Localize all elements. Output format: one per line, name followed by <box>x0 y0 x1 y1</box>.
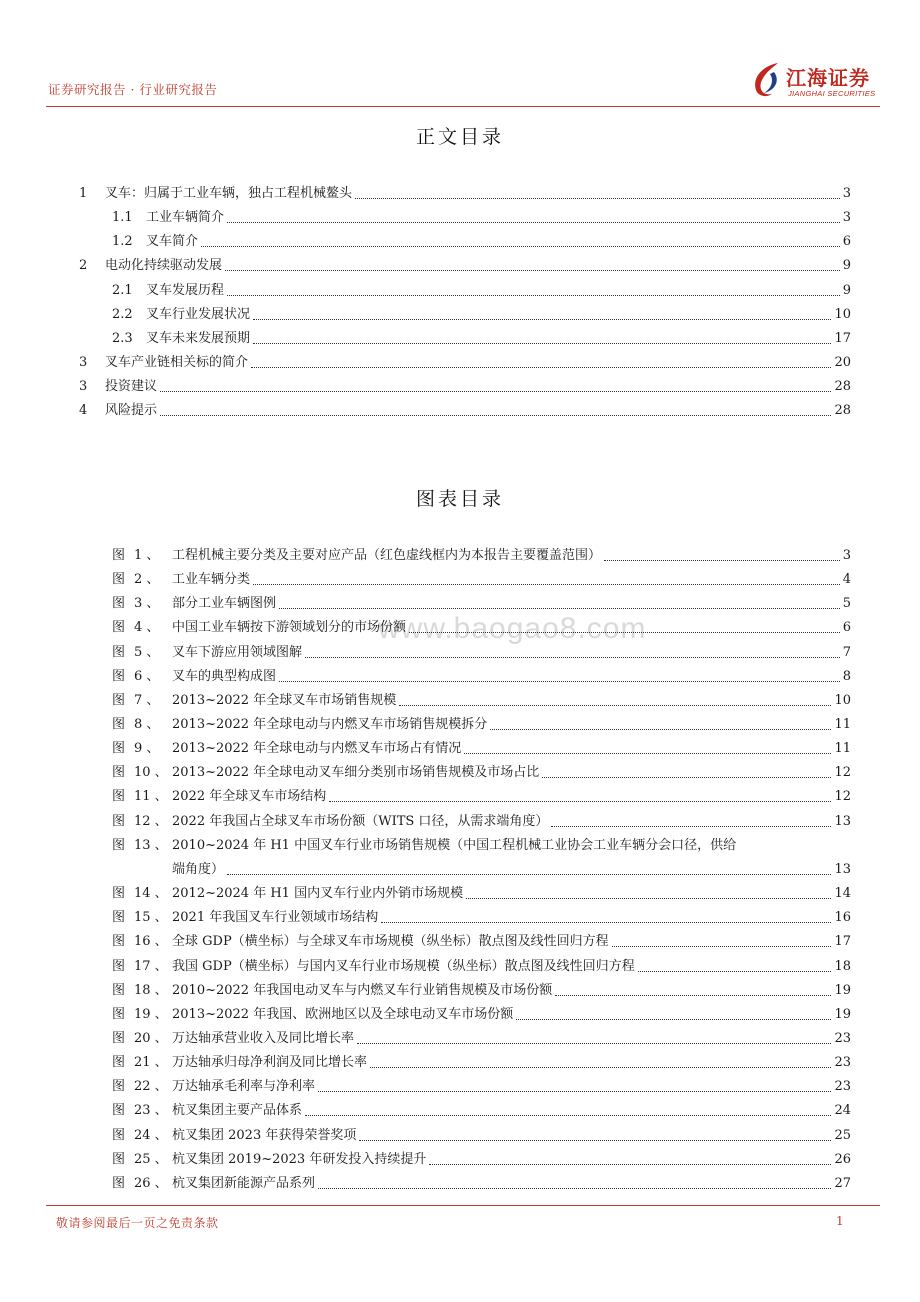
figure-title: 工业车辆分类 <box>172 572 251 587</box>
figure-number: 10 、 <box>134 765 168 780</box>
toc-entry-number: 4 <box>79 403 88 418</box>
figure-entry[interactable] <box>112 596 851 612</box>
toc-entry-number: 1.1 <box>112 210 133 225</box>
figure-number: 13 、 <box>134 838 168 853</box>
dot-leader <box>329 800 831 802</box>
figure-number: 22 、 <box>134 1079 168 1094</box>
figure-entry[interactable] <box>112 572 851 588</box>
toc-entry-number: 3 <box>79 355 88 370</box>
dot-leader <box>253 342 831 344</box>
figure-page: 23 <box>834 1079 851 1094</box>
figure-label: 图 <box>112 717 126 732</box>
dot-leader <box>279 680 840 682</box>
toc-entry-title: 叉车产业链相关标的简介 <box>105 355 249 370</box>
figure-number: 1 、 <box>134 548 160 563</box>
figure-entry[interactable] <box>112 789 851 805</box>
toc-entry-title: 叉车简介 <box>146 234 199 249</box>
figure-number: 7 、 <box>134 693 160 708</box>
dot-leader <box>225 269 840 271</box>
figure-title: 2010~2024 年 H1 中国叉车行业市场销售规模（中国工程机械工业协会工业车辆分会口径，供给 <box>172 838 737 853</box>
figure-label: 图 <box>112 838 126 853</box>
dot-leader <box>201 245 840 247</box>
figure-number: 3 、 <box>134 596 160 611</box>
dot-leader <box>355 197 840 199</box>
figure-number: 14 、 <box>134 886 168 901</box>
figure-page: 11 <box>834 717 851 732</box>
figure-number: 20 、 <box>134 1031 168 1046</box>
figure-title: 2013~2022 年我国、欧洲地区以及全球电动叉车市场份额 <box>172 1007 514 1022</box>
figure-number: 23 、 <box>134 1103 168 1118</box>
dot-leader <box>466 897 831 899</box>
toc-entry[interactable] <box>112 331 851 347</box>
figure-number: 8 、 <box>134 717 160 732</box>
toc-entry-number: 1 <box>79 186 88 201</box>
toc-entry[interactable] <box>112 307 851 323</box>
dot-leader <box>516 1018 831 1020</box>
figure-number: 25 、 <box>134 1152 168 1167</box>
figure-page: 13 <box>834 862 851 877</box>
figure-entry[interactable] <box>112 910 851 926</box>
figure-page: 18 <box>834 959 851 974</box>
dot-leader <box>227 294 840 296</box>
figure-label: 图 <box>112 572 126 587</box>
figure-title: 杭叉集团主要产品体系 <box>172 1103 303 1118</box>
figure-number: 2 、 <box>134 572 160 587</box>
figure-title: 部分工业车辆图例 <box>172 596 277 611</box>
toc-entry-number: 2 <box>79 258 88 273</box>
figure-page: 23 <box>834 1031 851 1046</box>
figure-title-continued: 端角度） <box>172 862 225 877</box>
dot-leader <box>305 1114 831 1116</box>
figure-label: 图 <box>112 983 126 998</box>
toc-entry-page: 3 <box>842 186 851 201</box>
header-divider <box>46 106 880 107</box>
toc-entry[interactable] <box>79 403 851 419</box>
figure-page: 5 <box>842 596 851 611</box>
toc-entry[interactable] <box>79 379 851 395</box>
toc-entry-title: 电动化持续驱动发展 <box>105 258 223 273</box>
figure-entry[interactable] <box>112 693 851 709</box>
toc-entry-title: 投资建议 <box>105 379 158 394</box>
figure-title: 2013~2022 年全球叉车市场销售规模 <box>172 693 397 708</box>
figure-number: 9 、 <box>134 741 160 756</box>
figure-entry[interactable] <box>112 934 851 950</box>
figure-label: 图 <box>112 765 126 780</box>
toc-entry[interactable] <box>79 258 851 274</box>
figure-entry[interactable] <box>112 1128 851 1144</box>
dot-leader <box>160 390 831 392</box>
figure-title: 杭叉集团 2023 年获得荣誉奖项 <box>172 1128 357 1143</box>
figure-title: 万达轴承营业收入及同比增长率 <box>172 1031 355 1046</box>
figure-page: 16 <box>834 910 851 925</box>
figure-title: 2022 年全球叉车市场结构 <box>172 789 327 804</box>
figure-page: 7 <box>842 645 851 660</box>
figure-page: 10 <box>834 693 851 708</box>
figure-number: 6 、 <box>134 669 160 684</box>
figure-page: 23 <box>834 1055 851 1070</box>
dot-leader <box>542 776 831 778</box>
toc-entry[interactable] <box>79 355 851 371</box>
figure-title: 叉车下游应用领域图解 <box>172 645 303 660</box>
toc-title: 正文目录 <box>415 126 504 148</box>
figure-entry[interactable] <box>112 886 851 902</box>
dot-leader <box>253 583 840 585</box>
figure-page: 12 <box>834 789 851 804</box>
figure-label: 图 <box>112 1152 126 1167</box>
disclaimer-note: 敬请参阅最后一页之免责条款 <box>56 1216 219 1230</box>
figure-label: 图 <box>112 1007 126 1022</box>
dot-leader <box>409 631 840 633</box>
figure-label: 图 <box>112 934 126 949</box>
figure-title: 2010~2022 年我国电动叉车与内燃叉车行业销售规模及市场份额 <box>172 983 553 998</box>
figure-title: 万达轴承归母净利润及同比增长率 <box>172 1055 368 1070</box>
figure-entry[interactable] <box>112 1007 851 1023</box>
toc-entry-number: 2.2 <box>112 307 133 322</box>
figure-entry[interactable] <box>112 1079 851 1095</box>
dot-leader <box>429 1163 831 1165</box>
figures-title: 图表目录 <box>415 488 504 510</box>
dot-leader <box>160 414 831 416</box>
figure-label: 图 <box>112 645 126 660</box>
figure-entry[interactable] <box>112 645 851 661</box>
toc-entry-number: 1.2 <box>112 234 133 249</box>
figure-number: 5 、 <box>134 645 160 660</box>
figure-entry[interactable] <box>112 1176 851 1192</box>
figure-number: 4 、 <box>134 620 160 635</box>
dot-leader <box>399 704 831 706</box>
figure-page: 12 <box>834 765 851 780</box>
figure-title: 2021 年我国叉车行业领域市场结构 <box>172 910 379 925</box>
toc-entry-title: 叉车未来发展预期 <box>146 331 251 346</box>
figure-number: 26 、 <box>134 1176 168 1191</box>
company-logo <box>748 60 883 102</box>
dot-leader <box>359 1139 831 1141</box>
watermark: www.baogao8.com <box>378 612 647 645</box>
toc-entry-title: 叉车发展历程 <box>146 283 225 298</box>
figure-number: 15 、 <box>134 910 168 925</box>
figure-page: 19 <box>834 983 851 998</box>
figure-page: 24 <box>834 1103 851 1118</box>
figure-page: 26 <box>834 1152 851 1167</box>
figure-label: 图 <box>112 620 126 635</box>
figure-page: 14 <box>834 886 851 901</box>
figure-label: 图 <box>112 789 126 804</box>
figure-page: 27 <box>834 1176 851 1191</box>
figure-number: 24 、 <box>134 1128 168 1143</box>
figure-entry[interactable] <box>112 765 851 781</box>
dot-leader <box>381 921 831 923</box>
figure-page: 3 <box>842 548 851 563</box>
figure-page: 19 <box>834 1007 851 1022</box>
figure-page: 11 <box>834 741 851 756</box>
figure-entry[interactable] <box>112 814 851 830</box>
figure-number: 18 、 <box>134 983 168 998</box>
report-type-breadcrumb: 证券研究报告 · 行业研究报告 <box>48 82 218 97</box>
dot-leader <box>638 970 832 972</box>
toc-entry-title: 叉车：归属于工业车辆，独占工程机械鳌头 <box>105 186 353 201</box>
dot-leader <box>370 1066 831 1068</box>
figure-entry[interactable] <box>112 1152 851 1168</box>
figure-label: 图 <box>112 959 126 974</box>
figure-number: 21 、 <box>134 1055 168 1070</box>
toc-entry-title: 工业车辆简介 <box>146 210 225 225</box>
toc-entry-page: 9 <box>842 258 851 273</box>
figure-title: 叉车的典型构成图 <box>172 669 277 684</box>
figure-page: 8 <box>842 669 851 684</box>
figure-entry-continued[interactable] <box>172 862 851 878</box>
figure-number: 12 、 <box>134 814 168 829</box>
figure-entry[interactable] <box>112 959 851 975</box>
dot-leader <box>227 221 840 223</box>
figure-entry[interactable] <box>112 1103 851 1119</box>
toc-entry-page: 17 <box>834 331 851 346</box>
figure-title: 我国 GDP（横坐标）与国内叉车行业市场规模（纵坐标）散点图及线性回归方程 <box>172 959 635 974</box>
figure-number: 16 、 <box>134 934 168 949</box>
figure-label: 图 <box>112 910 126 925</box>
figure-label: 图 <box>112 741 126 756</box>
figure-entry[interactable] <box>112 1031 851 1047</box>
page-number: 1 <box>836 1214 844 1228</box>
dot-leader <box>464 752 831 754</box>
figure-title: 全球 GDP（横坐标）与全球叉车市场规模（纵坐标）散点图及线性回归方程 <box>172 934 609 949</box>
dot-leader <box>318 1187 831 1189</box>
logo-english-name: JIANGHAI SECURITIES <box>788 89 876 98</box>
figure-number: 19 、 <box>134 1007 168 1022</box>
dot-leader <box>357 1042 831 1044</box>
dot-leader <box>279 607 840 609</box>
footer-divider <box>46 1205 880 1206</box>
figure-page: 17 <box>834 934 851 949</box>
figure-label: 图 <box>112 886 126 901</box>
figure-entry[interactable] <box>112 838 851 854</box>
toc-entry-page: 6 <box>842 234 851 249</box>
figure-label: 图 <box>112 596 126 611</box>
figure-title: 工程机械主要分类及主要对应产品（红色虚线框内为本报告主要覆盖范围） <box>172 548 602 563</box>
logo-chinese-name: 江海证券 <box>786 66 870 90</box>
figure-page: 6 <box>842 620 851 635</box>
figure-label: 图 <box>112 669 126 684</box>
figure-label: 图 <box>112 693 126 708</box>
figure-title: 2013~2022 年全球电动叉车细分类别市场销售规模及市场占比 <box>172 765 540 780</box>
dot-leader <box>490 728 831 730</box>
dot-leader <box>604 559 840 561</box>
figure-entry[interactable] <box>112 717 851 733</box>
figure-label: 图 <box>112 1128 126 1143</box>
figure-title: 2013~2022 年全球电动与内燃叉车市场占有情况 <box>172 741 462 756</box>
figure-entry[interactable] <box>112 548 851 564</box>
toc-entry[interactable] <box>112 210 851 226</box>
toc-entry-page: 9 <box>842 283 851 298</box>
toc-entry-number: 3 <box>79 379 88 394</box>
dot-leader <box>227 873 831 875</box>
figure-label: 图 <box>112 1079 126 1094</box>
logo-swoosh-icon <box>748 60 786 100</box>
figure-page: 25 <box>834 1128 851 1143</box>
dot-leader <box>253 318 831 320</box>
dot-leader <box>551 825 831 827</box>
dot-leader <box>318 1090 831 1092</box>
toc-entry-number: 2.1 <box>112 283 133 298</box>
figure-number: 17 、 <box>134 959 168 974</box>
toc-entry-title: 风险提示 <box>105 403 158 418</box>
figure-title: 2012~2024 年 H1 国内叉车行业内外销市场规模 <box>172 886 464 901</box>
figure-title: 中国工业车辆按下游领域划分的市场份额 <box>172 620 407 635</box>
figure-title: 杭叉集团 2019~2023 年研发投入持续提升 <box>172 1152 427 1167</box>
dot-leader <box>251 366 831 368</box>
figure-title: 万达轴承毛利率与净利率 <box>172 1079 316 1094</box>
figure-label: 图 <box>112 1031 126 1046</box>
toc-entry-title: 叉车行业发展状况 <box>146 307 251 322</box>
figure-label: 图 <box>112 548 126 563</box>
toc-entry[interactable] <box>112 283 851 299</box>
toc-entry-page: 28 <box>834 403 851 418</box>
toc-entry-page: 20 <box>834 355 851 370</box>
dot-leader <box>305 656 840 658</box>
dot-leader <box>555 994 831 996</box>
figure-entry[interactable] <box>112 741 851 757</box>
toc-entry[interactable] <box>112 234 851 250</box>
figure-entry[interactable] <box>112 620 851 636</box>
toc-entry[interactable] <box>79 186 851 202</box>
figure-title: 杭叉集团新能源产品系列 <box>172 1176 316 1191</box>
figure-page: 4 <box>842 572 851 587</box>
toc-entry-page: 10 <box>834 307 851 322</box>
figure-entry[interactable] <box>112 1055 851 1071</box>
toc-entry-number: 2.3 <box>112 331 133 346</box>
figure-label: 图 <box>112 1055 126 1070</box>
figure-title: 2022 年我国占全球叉车市场份额（WITS 口径，从需求端角度） <box>172 814 549 829</box>
toc-entry-page: 28 <box>834 379 851 394</box>
figure-title: 2013~2022 年全球电动与内燃叉车市场销售规模拆分 <box>172 717 488 732</box>
figure-number: 11 、 <box>134 789 168 804</box>
figure-page: 13 <box>834 814 851 829</box>
toc-entry-page: 3 <box>842 210 851 225</box>
figure-entry[interactable] <box>112 669 851 685</box>
dot-leader <box>612 945 832 947</box>
figure-entry[interactable] <box>112 983 851 999</box>
figure-label: 图 <box>112 1103 126 1118</box>
figure-label: 图 <box>112 1176 126 1191</box>
figure-label: 图 <box>112 814 126 829</box>
